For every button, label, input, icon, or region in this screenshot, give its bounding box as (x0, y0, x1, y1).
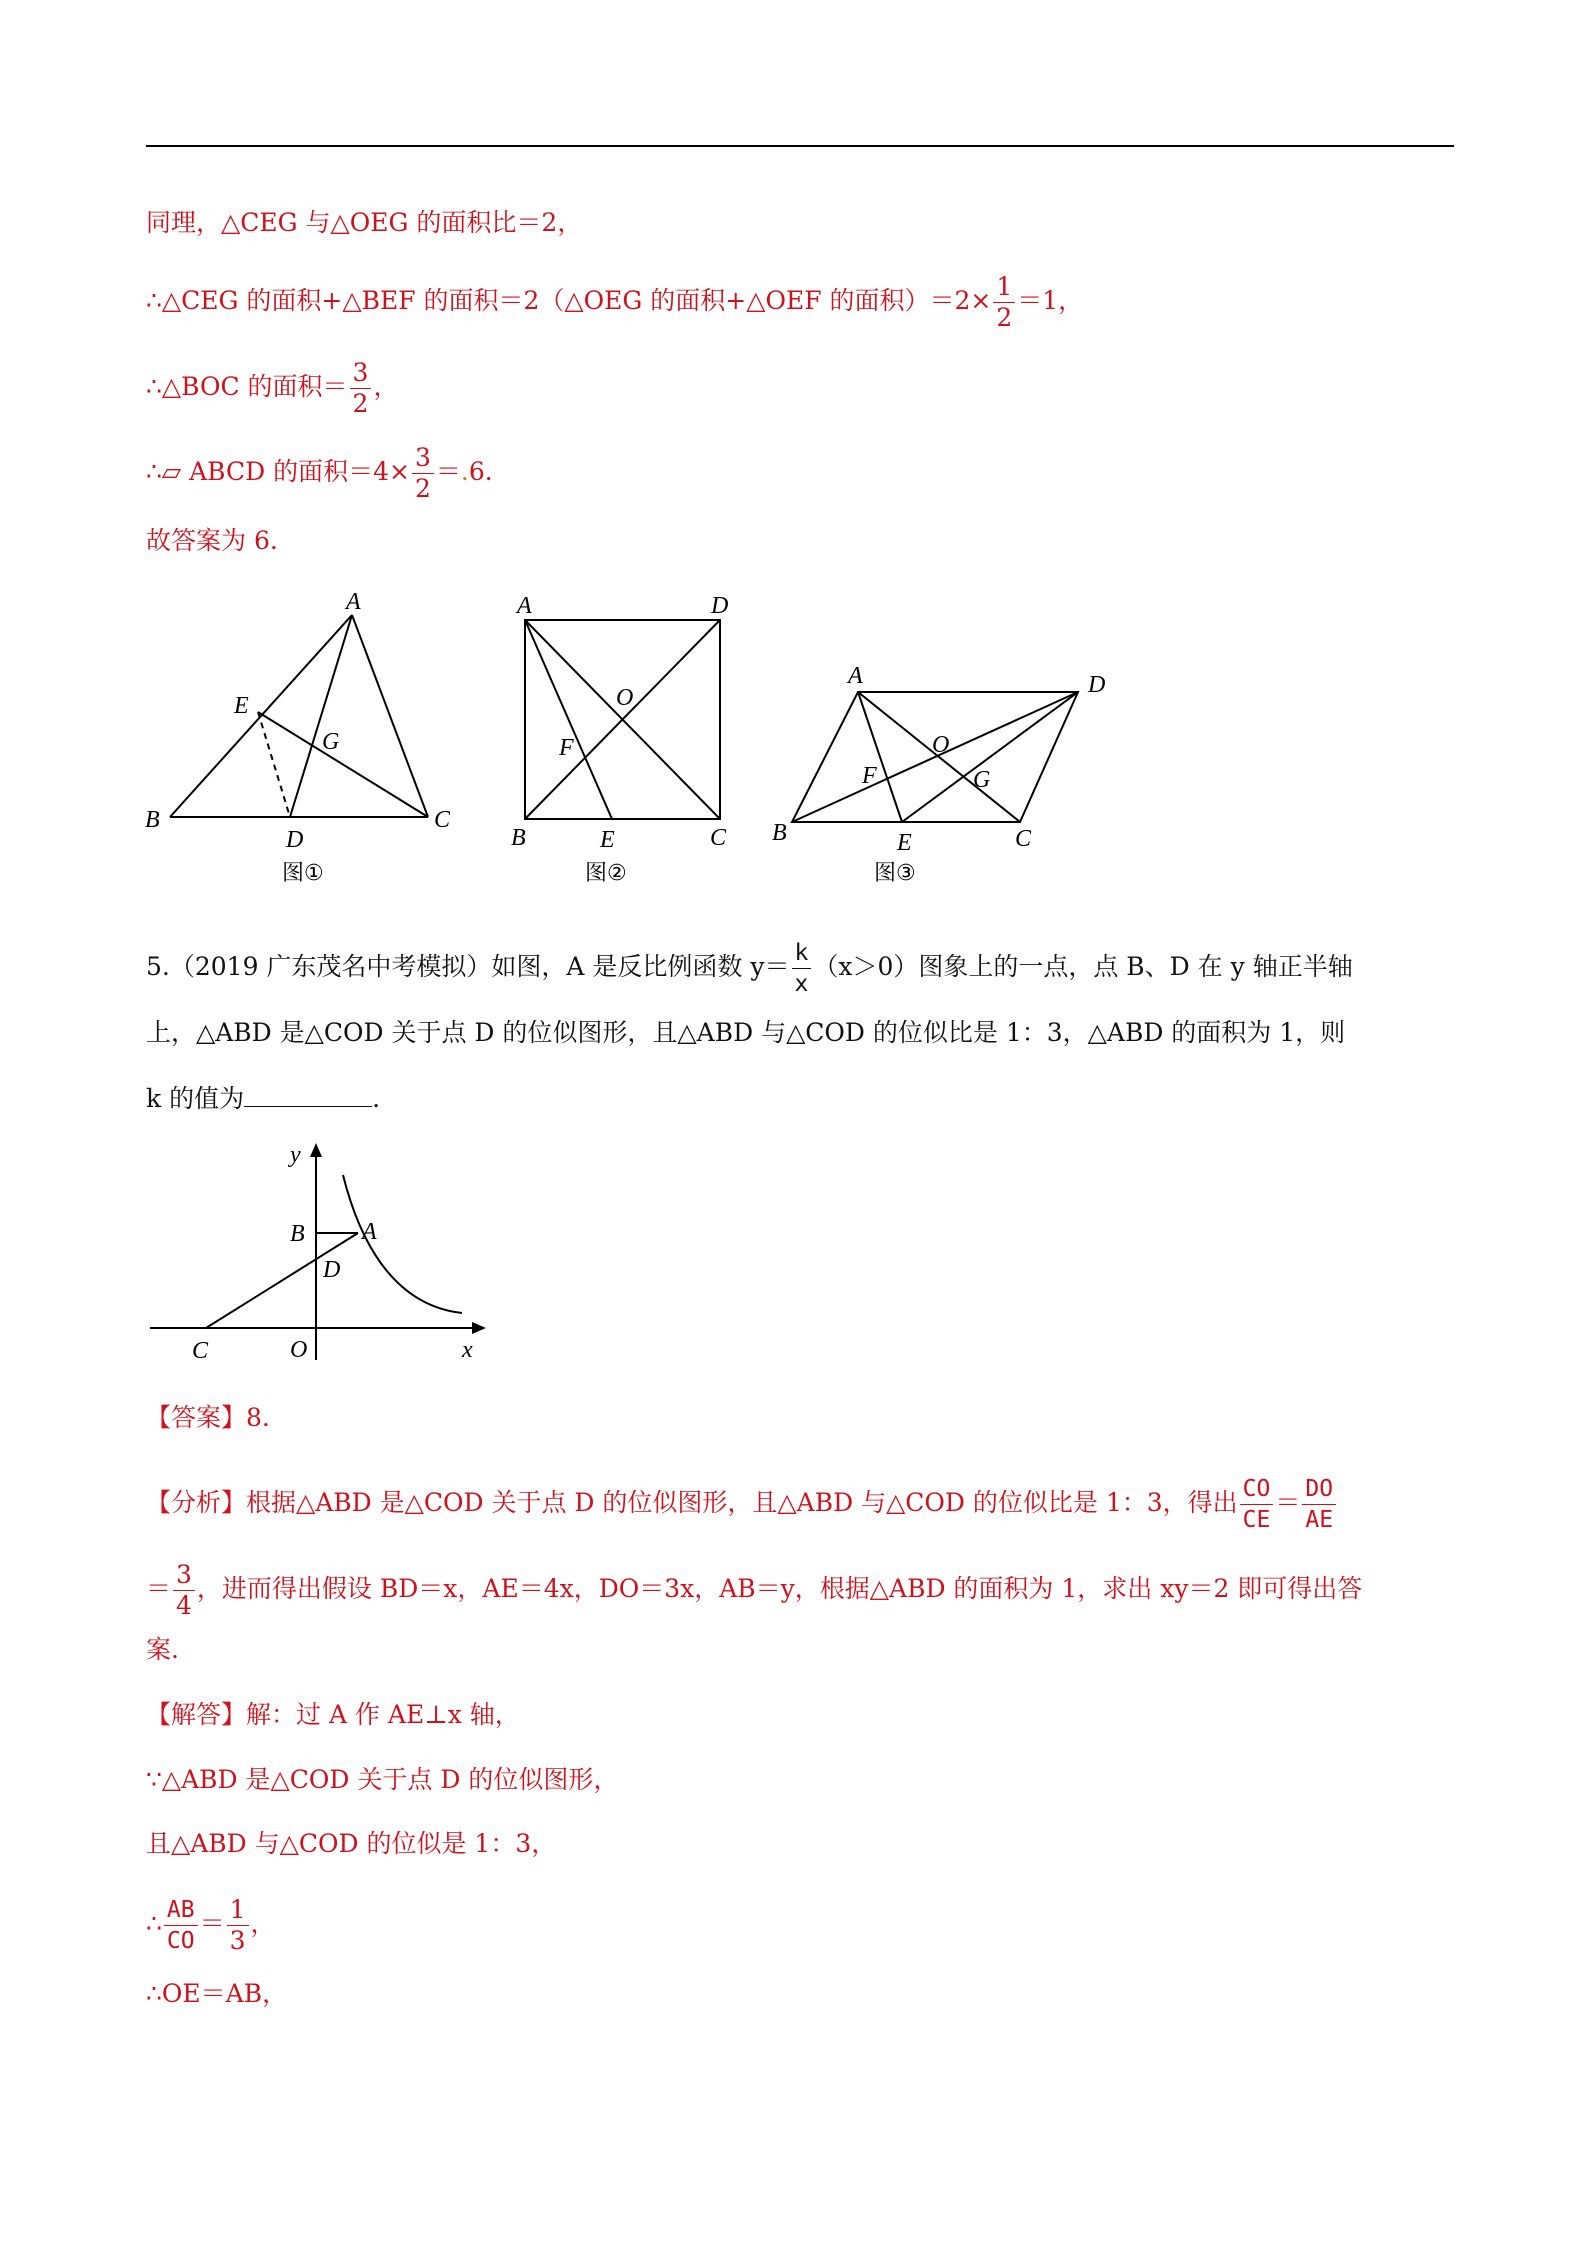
label-y: y (290, 1142, 301, 1168)
fraction-three-halves (350, 358, 372, 419)
text: . (460, 457, 469, 486)
solution-line-1: 同理，△CEG 与△OEG 的面积比＝2， (146, 208, 583, 237)
label-D: D (323, 1257, 341, 1283)
text: ∴△CEG 的面积+△BEF 的面积＝2（△OEG 的面积+△OEF 的面积）＝2× (146, 286, 992, 315)
text: ∴▱ ABCD 的面积＝4× (146, 457, 410, 486)
denominator: 2 (996, 303, 1013, 332)
solution-step-5: ∴OE＝AB， (146, 1979, 288, 2008)
label-O: O (932, 732, 950, 758)
text: . (484, 457, 493, 486)
figure-4-coordinate (140, 1135, 500, 1375)
text: ∴ (146, 1909, 162, 1938)
label-A: A (346, 589, 361, 615)
label-E: E (897, 830, 912, 856)
text: . (372, 1084, 381, 1113)
label-F: F (559, 735, 574, 761)
numerator: 1 (993, 272, 1015, 303)
fraction-co-ce (1240, 1474, 1274, 1535)
header-rule (146, 145, 1454, 147)
text: ＝1， (1017, 286, 1084, 315)
numerator: k (792, 938, 812, 969)
text: ， (250, 1909, 276, 1938)
fraction-three-halves (412, 443, 434, 504)
x-axis-arrow-icon (472, 1322, 486, 1334)
denominator: x (794, 971, 809, 997)
text: ， (373, 372, 399, 401)
label-B: B (290, 1221, 305, 1247)
numerator: DO (1302, 1474, 1336, 1505)
label-A: A (848, 663, 863, 689)
label-C: C (192, 1338, 209, 1364)
numerator: 1 (227, 1895, 249, 1926)
analysis-line-3: 案. (146, 1635, 179, 1664)
label-B: B (511, 825, 526, 851)
text: （x＞0）图象上的一点，点 B、D 在 y 轴正半轴 (813, 952, 1353, 981)
text: ∴△BOC 的面积＝ (146, 372, 348, 401)
analysis-line-1 (146, 1474, 1338, 1535)
label-F: F (862, 763, 877, 789)
solution-step-1: 【解答】解：过 A 作 AE⊥x 轴， (146, 1700, 520, 1729)
numerator: AB (164, 1895, 198, 1926)
label-C: C (1015, 826, 1032, 852)
solution-step-2: ∵△ABD 是△COD 关于点 D 的位似图形， (146, 1765, 619, 1794)
label-D: D (1088, 672, 1106, 698)
solution-step-4 (146, 1895, 276, 1956)
numerator: 3 (173, 1560, 195, 1591)
label-D: D (286, 827, 304, 853)
fraction-k-over-x (792, 938, 812, 999)
text: ，进而得出假设 BD＝x，AE＝4x，DO＝3x，AB＝y，根据△ABD 的面积为 1，求出 xy＝2 即可得出答 (196, 1574, 1363, 1603)
denominator: 2 (414, 474, 431, 503)
label-x: x (462, 1337, 473, 1363)
text: ＝ (146, 1574, 172, 1603)
text: 5.（2019 广东茂名中考模拟）如图，A 是反比例函数 y＝ (146, 952, 790, 981)
fraction-three-quarters (173, 1560, 195, 1621)
label-O: O (616, 685, 634, 711)
figure-3-parallelogram (770, 650, 1130, 900)
label-O: O (290, 1337, 308, 1363)
solution-step-3: 且△ABD 与△COD 的位似是 1：3， (146, 1829, 557, 1858)
text: ＝ (199, 1909, 225, 1938)
denominator: CE (1242, 1507, 1271, 1533)
label-C: C (434, 807, 451, 833)
denominator: CO (166, 1928, 195, 1954)
numerator: CO (1240, 1474, 1274, 1505)
figure-1-triangle (140, 585, 470, 895)
answer-line: 【答案】8. (146, 1403, 270, 1432)
analysis-line-2 (146, 1560, 1362, 1621)
figure-2-square (500, 585, 760, 895)
label-C: C (710, 825, 727, 851)
label-E: E (600, 827, 615, 853)
numerator: 3 (412, 443, 434, 474)
label-B: B (772, 820, 787, 846)
problem5-line-1 (146, 938, 1353, 999)
fraction-half (993, 272, 1015, 333)
label-E: E (234, 693, 249, 719)
fraction-one-third (227, 1895, 249, 1956)
denominator: 2 (352, 389, 369, 418)
label-A: A (517, 593, 532, 619)
figure-caption: 图② (585, 861, 627, 886)
solution-line-4 (146, 443, 493, 504)
figure-caption: 图① (282, 861, 324, 886)
solution-line-5: 故答案为 6. (146, 526, 278, 555)
solution-line-2 (146, 272, 1083, 333)
problem5-line-3 (146, 1080, 380, 1117)
text: 6 (468, 457, 485, 486)
solution-line-3 (146, 358, 398, 419)
y-axis-arrow-icon (310, 1143, 322, 1157)
denominator: 4 (176, 1591, 192, 1620)
label-A: A (362, 1219, 377, 1245)
text: ＝ (435, 457, 461, 486)
label-D: D (711, 593, 729, 619)
denominator: AE (1305, 1507, 1334, 1533)
text: 【分析】根据△ABD 是△COD 关于点 D 的位似图形，且△ABD 与△COD 的位似比是 1：3，得出 (146, 1488, 1238, 1517)
label-B: B (145, 807, 160, 833)
text: k 的值为 (146, 1084, 245, 1113)
answer-blank (244, 1080, 372, 1107)
fraction-ab-co (164, 1895, 198, 1956)
denominator: 3 (229, 1926, 246, 1955)
figure-caption: 图③ (874, 861, 916, 886)
fraction-do-ae (1302, 1474, 1336, 1535)
problem5-line-2: 上，△ABD 是△COD 关于点 D 的位似图形，且△ABD 与△COD 的位似比是 1：3，△ABD 的面积为 1，则 (146, 1018, 1346, 1047)
label-G: G (973, 767, 991, 793)
numerator: 3 (350, 358, 372, 389)
text: ＝ (1275, 1488, 1301, 1517)
label-G: G (322, 729, 340, 755)
